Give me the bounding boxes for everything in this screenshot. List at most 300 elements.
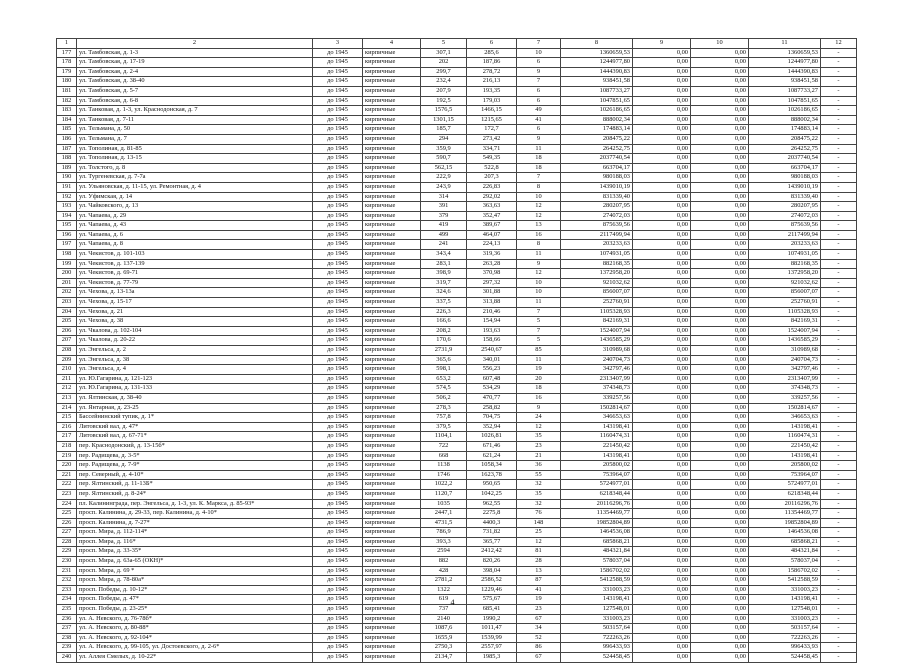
total-area-cell: 278,3 [421,403,467,413]
table-row [57,144,857,154]
total-area-cell: 1035 [421,499,467,509]
living-area-cell: 731,82 [467,528,517,538]
cost-regional-cell: 0,00 [691,451,749,461]
construction-year-cell: до 1945 [313,336,363,346]
address-cell: просп. Калинина, д. 7-27* [77,518,313,528]
row-number-cell: 210 [57,365,77,375]
total-area-cell: 419 [421,221,467,231]
residents-cell: 7 [517,77,561,87]
wall-material-cell: кирпичные [363,576,421,586]
cost-total-cell: 938451,58 [561,77,633,87]
address-cell: просп. Победы, д. 10-12* [77,585,313,595]
note-cell: - [821,413,857,423]
residents-cell: 19 [517,365,561,375]
table-row [57,374,857,384]
note-cell: - [821,643,857,653]
total-area-cell: 379 [421,211,467,221]
construction-year-cell: до 1945 [313,307,363,317]
total-area-cell: 166,6 [421,317,467,327]
total-area-cell: 379,5 [421,422,467,432]
cost-total-cell: 2313407,99 [561,374,633,384]
row-number-cell: 213 [57,393,77,403]
living-area-cell: 671,46 [467,441,517,451]
wall-material-cell: кирпичные [363,422,421,432]
row-number-cell: 207 [57,336,77,346]
cost-total-cell: 203233,63 [561,240,633,250]
cost-local-cell: 342797,46 [749,365,821,375]
row-number-cell: 205 [57,317,77,327]
table-row [57,403,857,413]
cost-local-cell: 524458,45 [749,653,821,663]
cost-total-cell: 578037,04 [561,557,633,567]
address-cell: ул. Чапаева, д. 6 [77,230,313,240]
living-area-cell: 370,98 [467,269,517,279]
living-area-cell: 1985,3 [467,653,517,663]
note-cell: - [821,393,857,403]
cost-regional-cell: 0,00 [691,125,749,135]
row-number-cell: 212 [57,384,77,394]
address-cell: ул. Танковая, д. 7-11 [77,115,313,125]
wall-material-cell: кирпичные [363,518,421,528]
total-area-cell: 590,7 [421,154,467,164]
residents-cell: 10 [517,278,561,288]
note-cell: - [821,547,857,557]
construction-year-cell: до 1945 [313,432,363,442]
address-cell: ул. Тамбовская, д. 1-3 [77,48,313,58]
note-cell: - [821,336,857,346]
construction-year-cell: до 1945 [313,624,363,634]
cost-federal-cell: 0,00 [633,518,691,528]
cost-local-cell: 842169,31 [749,317,821,327]
cost-total-cell: 1026186,65 [561,106,633,116]
address-cell: ул. Чехова, д. 13-13а [77,288,313,298]
row-number-cell: 202 [57,288,77,298]
address-cell: ул. Тургеневская, д. 7-7а [77,173,313,183]
total-area-cell: 222,9 [421,173,467,183]
living-area-cell: 301,88 [467,288,517,298]
cost-total-cell: 1444390,83 [561,67,633,77]
living-area-cell: 2586,52 [467,576,517,586]
construction-year-cell: до 1945 [313,144,363,154]
row-number-cell: 191 [57,182,77,192]
living-area-cell: 285,6 [467,48,517,58]
living-area-cell: 4400,3 [467,518,517,528]
total-area-cell: 365,6 [421,355,467,365]
cost-regional-cell: 0,00 [691,259,749,269]
total-area-cell: 1138 [421,461,467,471]
cost-regional-cell: 0,00 [691,192,749,202]
cost-total-cell: 503157,64 [561,624,633,634]
cost-local-cell: 1439010,19 [749,182,821,192]
residents-cell: 25 [517,528,561,538]
residents-cell: 10 [517,48,561,58]
cost-regional-cell: 0,00 [691,547,749,557]
column-number: 10 [691,39,749,49]
cost-total-cell: 831339,40 [561,192,633,202]
cost-local-cell: 1105328,93 [749,307,821,317]
table-row [57,441,857,451]
construction-year-cell: до 1945 [313,489,363,499]
cost-federal-cell: 0,00 [633,585,691,595]
address-cell: просп. Победы, д. 47* [77,595,313,605]
column-number: 4 [363,39,421,49]
cost-regional-cell: 0,00 [691,250,749,260]
living-area-cell: 607,48 [467,374,517,384]
cost-federal-cell: 0,00 [633,307,691,317]
table-row [57,355,857,365]
note-cell: - [821,58,857,68]
note-cell: - [821,576,857,586]
note-cell: - [821,154,857,164]
residents-cell: 16 [517,230,561,240]
column-number: 9 [633,39,691,49]
note-cell: - [821,374,857,384]
wall-material-cell: кирпичные [363,566,421,576]
cost-local-cell: 1160474,31 [749,432,821,442]
address-cell: Литовский вал, д. 67-71* [77,432,313,442]
wall-material-cell: кирпичные [363,393,421,403]
row-number-cell: 218 [57,441,77,451]
table-row [57,643,857,653]
row-number-cell: 198 [57,250,77,260]
cost-local-cell: 1087733,27 [749,86,821,96]
construction-year-cell: до 1945 [313,48,363,58]
cost-total-cell: 484321,84 [561,547,633,557]
cost-regional-cell: 0,00 [691,480,749,490]
residents-cell: 11 [517,298,561,308]
cost-total-cell: 722263,26 [561,633,633,643]
note-cell: - [821,230,857,240]
wall-material-cell: кирпичные [363,307,421,317]
living-area-cell: 207,3 [467,173,517,183]
cost-local-cell: 722263,26 [749,633,821,643]
column-number: 8 [561,39,633,49]
cost-regional-cell: 0,00 [691,403,749,413]
cost-federal-cell: 0,00 [633,192,691,202]
wall-material-cell: кирпичные [363,489,421,499]
cost-regional-cell: 0,00 [691,413,749,423]
construction-year-cell: до 1945 [313,413,363,423]
note-cell: - [821,653,857,663]
cost-local-cell: 331003,23 [749,614,821,624]
note-cell: - [821,77,857,87]
cost-local-cell: 5724977,01 [749,480,821,490]
construction-year-cell: до 1945 [313,374,363,384]
wall-material-cell: кирпичные [363,134,421,144]
note-cell: - [821,441,857,451]
table-row [57,163,857,173]
total-area-cell: 243,9 [421,182,467,192]
residents-cell: 10 [517,288,561,298]
cost-regional-cell: 0,00 [691,77,749,87]
construction-year-cell: до 1945 [313,518,363,528]
column-number: 11 [749,39,821,49]
residents-cell: 6 [517,58,561,68]
address-cell: просп. Мира, д. 112-114* [77,528,313,538]
table-row [57,576,857,586]
note-cell: - [821,480,857,490]
row-number-cell: 230 [57,557,77,567]
cost-regional-cell: 0,00 [691,441,749,451]
cost-total-cell: 19852804,89 [561,518,633,528]
row-number-cell: 236 [57,614,77,624]
total-area-cell: 324,6 [421,288,467,298]
cost-local-cell: 882168,35 [749,259,821,269]
table-row [57,202,857,212]
cost-federal-cell: 0,00 [633,278,691,288]
total-area-cell: 1655,9 [421,633,467,643]
cost-total-cell: 1586702,02 [561,566,633,576]
cost-total-cell: 882168,35 [561,259,633,269]
cost-total-cell: 980188,03 [561,173,633,183]
construction-year-cell: до 1945 [313,614,363,624]
wall-material-cell: кирпичные [363,115,421,125]
column-number-row [57,39,857,49]
residents-cell: 28 [517,557,561,567]
residents-cell: 8 [517,240,561,250]
cost-federal-cell: 0,00 [633,86,691,96]
living-area-cell: 352,47 [467,211,517,221]
total-area-cell: 598,1 [421,365,467,375]
cost-regional-cell: 0,00 [691,355,749,365]
cost-regional-cell: 0,00 [691,173,749,183]
living-area-cell: 2557,97 [467,643,517,653]
note-cell: - [821,48,857,58]
living-area-cell: 1466,15 [467,106,517,116]
table-row [57,115,857,125]
residents-cell: 9 [517,403,561,413]
table-row [57,240,857,250]
cost-regional-cell: 0,00 [691,48,749,58]
cost-regional-cell: 0,00 [691,643,749,653]
address-cell: ул. Чкалова, д. 20-22 [77,336,313,346]
row-number-cell: 217 [57,432,77,442]
construction-year-cell: до 1945 [313,422,363,432]
cost-total-cell: 1047851,65 [561,96,633,106]
address-cell: ул. Тамбовская, д. 2-4 [77,67,313,77]
construction-year-cell: до 1945 [313,470,363,480]
living-area-cell: 193,63 [467,326,517,336]
residents-cell: 13 [517,221,561,231]
cost-federal-cell: 0,00 [633,106,691,116]
wall-material-cell: кирпичные [363,365,421,375]
address-cell: ул. Чехова, д. 21 [77,307,313,317]
cost-federal-cell: 0,00 [633,259,691,269]
address-cell: пер. Радищева, д. 7-9* [77,461,313,471]
wall-material-cell: кирпичные [363,192,421,202]
total-area-cell: 283,1 [421,259,467,269]
note-cell: - [821,317,857,327]
construction-year-cell: до 1945 [313,173,363,183]
cost-federal-cell: 0,00 [633,144,691,154]
living-area-cell: 210,46 [467,307,517,317]
wall-material-cell: кирпичные [363,374,421,384]
residents-cell: 7 [517,307,561,317]
living-area-cell: 216,13 [467,77,517,87]
cost-total-cell: 240704,73 [561,355,633,365]
cost-regional-cell: 0,00 [691,326,749,336]
cost-federal-cell: 0,00 [633,432,691,442]
cost-total-cell: 205800,02 [561,461,633,471]
cost-total-cell: 2117499,94 [561,230,633,240]
living-area-cell: 549,35 [467,154,517,164]
wall-material-cell: кирпичные [363,96,421,106]
table-row [57,77,857,87]
cost-federal-cell: 0,00 [633,163,691,173]
cost-local-cell: 753964,07 [749,470,821,480]
row-number-cell: 192 [57,192,77,202]
cost-local-cell: 374348,73 [749,384,821,394]
address-cell: ул. Тамбовская, д. 6-8 [77,96,313,106]
row-number-cell: 221 [57,470,77,480]
residents-cell: 12 [517,269,561,279]
address-cell: просп. Мира, д. 63а-65 (ОКН)* [77,557,313,567]
residents-cell: 11 [517,355,561,365]
cost-total-cell: 331003,23 [561,585,633,595]
address-cell: пер. Северный, д. 4-10* [77,470,313,480]
residents-cell: 6 [517,86,561,96]
living-area-cell: 398,04 [467,566,517,576]
cost-local-cell: 1047851,65 [749,96,821,106]
row-number-cell: 215 [57,413,77,423]
cost-regional-cell: 0,00 [691,595,749,605]
table-row [57,307,857,317]
residents-cell: 32 [517,480,561,490]
address-cell: ул. Танковая, д. 1-3, ул. Краснодонская, д. 7 [77,106,313,116]
row-number-cell: 232 [57,576,77,586]
note-cell: - [821,605,857,615]
wall-material-cell: кирпичные [363,317,421,327]
living-area-cell: 340,01 [467,355,517,365]
residents-cell: 49 [517,106,561,116]
cost-local-cell: 252760,91 [749,298,821,308]
cost-federal-cell: 0,00 [633,67,691,77]
living-area-cell: 2412,42 [467,547,517,557]
note-cell: - [821,250,857,260]
cost-regional-cell: 0,00 [691,221,749,231]
cost-local-cell: 503157,64 [749,624,821,634]
total-area-cell: 668 [421,451,467,461]
wall-material-cell: кирпичные [363,288,421,298]
address-cell: ул. Тамбовская, д. 38-40 [77,77,313,87]
construction-year-cell: до 1945 [313,633,363,643]
row-number-cell: 199 [57,259,77,269]
wall-material-cell: кирпичные [363,557,421,567]
wall-material-cell: кирпичные [363,48,421,58]
cost-local-cell: 143198,41 [749,595,821,605]
living-area-cell: 950,65 [467,480,517,490]
wall-material-cell: кирпичные [363,67,421,77]
cost-regional-cell: 0,00 [691,537,749,547]
cost-regional-cell: 0,00 [691,336,749,346]
note-cell: - [821,144,857,154]
wall-material-cell: кирпичные [363,595,421,605]
total-area-cell: 337,5 [421,298,467,308]
wall-material-cell: кирпичные [363,547,421,557]
total-area-cell: 294 [421,134,467,144]
note-cell: - [821,96,857,106]
row-number-cell: 183 [57,106,77,116]
wall-material-cell: кирпичные [363,230,421,240]
living-area-cell: 522,8 [467,163,517,173]
table-row [57,384,857,394]
note-cell: - [821,192,857,202]
residents-cell: 86 [517,643,561,653]
cost-regional-cell: 0,00 [691,96,749,106]
note-cell: - [821,566,857,576]
cost-regional-cell: 0,00 [691,518,749,528]
residents-cell: 21 [517,451,561,461]
cost-federal-cell: 0,00 [633,470,691,480]
living-area-cell: 1229,46 [467,585,517,595]
address-cell: ул. Ю.Гагарина, д. 131-133 [77,384,313,394]
cost-regional-cell: 0,00 [691,653,749,663]
table-row [57,259,857,269]
row-number-cell: 200 [57,269,77,279]
cost-regional-cell: 0,00 [691,106,749,116]
cost-total-cell: 264252,75 [561,144,633,154]
table-row [57,566,857,576]
cost-regional-cell: 0,00 [691,528,749,538]
residents-cell: 81 [517,547,561,557]
residents-cell: 41 [517,585,561,595]
residents-cell: 87 [517,576,561,586]
housing-register-table [56,38,857,663]
total-area-cell: 574,5 [421,384,467,394]
address-cell: пер. Радищева, д. 3-5* [77,451,313,461]
cost-local-cell: 938451,58 [749,77,821,87]
cost-local-cell: 1524007,94 [749,326,821,336]
total-area-cell: 226,3 [421,307,467,317]
living-area-cell: 820,26 [467,557,517,567]
total-area-cell: 2134,7 [421,653,467,663]
wall-material-cell: кирпичные [363,653,421,663]
living-area-cell: 685,41 [467,605,517,615]
cost-federal-cell: 0,00 [633,403,691,413]
residents-cell: 32 [517,499,561,509]
cost-local-cell: 208475,22 [749,134,821,144]
address-cell: ул. Энгельса, д. 38 [77,355,313,365]
cost-total-cell: 1372958,20 [561,269,633,279]
row-number-cell: 185 [57,125,77,135]
residents-cell: 55 [517,470,561,480]
table-row [57,653,857,663]
table-row [57,48,857,58]
construction-year-cell: до 1945 [313,96,363,106]
cost-total-cell: 685868,21 [561,537,633,547]
residents-cell: 67 [517,614,561,624]
construction-year-cell: до 1945 [313,269,363,279]
cost-federal-cell: 0,00 [633,499,691,509]
wall-material-cell: кирпичные [363,269,421,279]
total-area-cell: 343,4 [421,250,467,260]
column-number: 12 [821,39,857,49]
total-area-cell: 185,7 [421,125,467,135]
living-area-cell: 1990,2 [467,614,517,624]
address-cell: ул. Тамбовская, д. 17-19 [77,58,313,68]
cost-federal-cell: 0,00 [633,221,691,231]
living-area-cell: 273,42 [467,134,517,144]
living-area-cell: 334,71 [467,144,517,154]
total-area-cell: 737 [421,605,467,615]
living-area-cell: 470,77 [467,393,517,403]
cost-total-cell: 1502814,67 [561,403,633,413]
residents-cell: 6 [517,96,561,106]
row-number-cell: 229 [57,547,77,557]
wall-material-cell: кирпичные [363,250,421,260]
construction-year-cell: до 1945 [313,355,363,365]
cost-local-cell: 1074931,05 [749,250,821,260]
